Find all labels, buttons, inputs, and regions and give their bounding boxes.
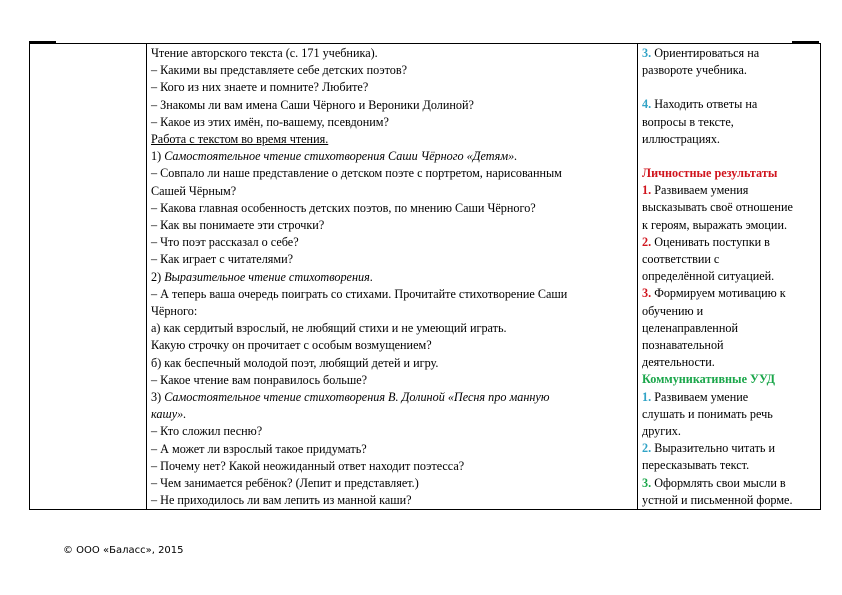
item-text: познавательной bbox=[642, 338, 724, 353]
item-text: устной и письменной форме. bbox=[642, 492, 793, 507]
item-text: вопросы в тексте, bbox=[642, 114, 734, 129]
communicative-heading: Коммуникативные УУД bbox=[642, 372, 776, 387]
regulative-item-3 bbox=[642, 45, 817, 62]
text-line: – Совпало ли наше представление о детском поэте с портретом, нарисованным bbox=[151, 166, 562, 181]
item-text: деятельности. bbox=[642, 355, 715, 370]
item-text: Находить ответы на bbox=[651, 97, 758, 112]
step-1 bbox=[151, 148, 634, 165]
item-number: 4. bbox=[642, 97, 652, 112]
text-line: – Почему нет? Какой неожиданный ответ находит поэтесса? bbox=[151, 458, 465, 473]
text-line: – Чем занимается ребёнок? (Лепит и представляет.) bbox=[151, 476, 419, 491]
table-row bbox=[30, 44, 821, 510]
step-number: 1) bbox=[151, 149, 165, 164]
text-line: – Какова главная особенность детских поэтов, по мнению Саши Чёрного? bbox=[151, 200, 536, 215]
regulative-item-4 bbox=[642, 96, 817, 113]
item-number: 2. bbox=[642, 441, 652, 456]
text-line: – Какое чтение вам понравилось больше? bbox=[151, 372, 368, 387]
item-text: слушать и понимать речь bbox=[642, 406, 773, 421]
item-number: 1. bbox=[642, 183, 652, 198]
step-end: . bbox=[369, 269, 373, 284]
text-line: – Кого из них знаете и помните? Любите? bbox=[151, 80, 369, 95]
step-text: Самостоятельное чтение стихотворения В. Долиной «Песня про манную bbox=[164, 390, 550, 405]
results-cell bbox=[638, 44, 821, 510]
comm-item-1 bbox=[642, 389, 817, 406]
item-text: Формируем мотивацию к bbox=[651, 286, 786, 301]
item-text: Выразительно читать и bbox=[651, 441, 776, 456]
text-line: Сашей Чёрным? bbox=[151, 183, 237, 198]
text-line: Чтение авторского текста (с. 171 учебника). bbox=[151, 46, 378, 60]
text-line: – А может ли взрослый такое придумать? bbox=[151, 441, 367, 456]
item-text: Оценивать поступки в bbox=[651, 234, 770, 249]
comm-item-2 bbox=[642, 440, 817, 457]
item-text: Ориентироваться на bbox=[651, 46, 760, 60]
comm-item-3 bbox=[642, 475, 817, 492]
personal-item-1 bbox=[642, 182, 817, 199]
lesson-table bbox=[29, 43, 821, 510]
spacer bbox=[642, 148, 817, 165]
item-number: 1. bbox=[642, 389, 652, 404]
item-text: развороте учебника. bbox=[642, 63, 747, 78]
item-text: соответствии с bbox=[642, 252, 720, 267]
step-number: 2) bbox=[151, 269, 165, 284]
item-text: Оформлять свои мысли в bbox=[651, 475, 786, 490]
text-line: – Как вы понимаете эти строчки? bbox=[151, 218, 325, 233]
work-heading: Работа с текстом во время чтения. bbox=[151, 132, 329, 147]
text-line: а) как сердитый взрослый, не любящий стихи и не умеющий играть. bbox=[151, 321, 507, 336]
text-line: – Какое из этих имён, по-вашему, псевдоним? bbox=[151, 114, 389, 129]
item-number: 3. bbox=[642, 286, 652, 301]
step-number: 3) bbox=[151, 390, 165, 405]
item-text: Развиваем умение bbox=[651, 389, 749, 404]
personal-item-2 bbox=[642, 234, 817, 251]
text-line: б) как беспечный молодой поэт, любящий детей и игру. bbox=[151, 355, 439, 370]
item-text: Развиваем умения bbox=[651, 183, 749, 198]
text-line: – Как играет с читателями? bbox=[151, 252, 294, 267]
step-2 bbox=[151, 269, 634, 286]
item-text: целенаправленной bbox=[642, 320, 738, 335]
step-text: Выразительное чтение стихотворения bbox=[164, 269, 370, 284]
item-text: других. bbox=[642, 424, 681, 439]
item-text: пересказывать текст. bbox=[642, 458, 750, 473]
content-cell bbox=[147, 44, 638, 510]
stage-cell bbox=[30, 44, 147, 510]
text-line: – Не приходилось ли вам лепить из манной каши? bbox=[151, 493, 412, 508]
text-line: Какую строчку он прочитает с особым возмущением? bbox=[151, 338, 432, 353]
item-number: 3. bbox=[642, 46, 652, 60]
personal-item-3 bbox=[642, 285, 817, 302]
item-number: 2. bbox=[642, 234, 652, 249]
text-line: – Что поэт рассказал о себе? bbox=[151, 235, 299, 250]
item-text: к героям, выражать эмоции. bbox=[642, 217, 788, 232]
item-text: иллюстрациях. bbox=[642, 131, 720, 146]
item-text: обучению и bbox=[642, 303, 704, 318]
item-text: высказывать своё отношение bbox=[642, 200, 793, 215]
step-text: Самостоятельное чтение стихотворения Саши Чёрного «Детям». bbox=[164, 149, 518, 164]
text-line: – Знакомы ли вам имена Саши Чёрного и Вероники Долиной? bbox=[151, 97, 474, 112]
text-line: – А теперь ваша очередь поиграть со стихами. Прочитайте стихотворение Саши bbox=[151, 286, 568, 301]
item-text: определённой ситуацией. bbox=[642, 269, 775, 284]
step-text-continued: кашу». bbox=[151, 407, 187, 422]
text-line: – Кто сложил песню? bbox=[151, 424, 263, 439]
item-number: 3. bbox=[642, 475, 652, 490]
step-3 bbox=[151, 389, 634, 406]
personal-results-heading: Личностные результаты bbox=[642, 166, 778, 181]
copyright-footer: © ООО «Баласс», 2015 bbox=[63, 545, 184, 556]
spacer bbox=[642, 79, 817, 96]
text-line: – Какими вы представляете себе детских поэтов? bbox=[151, 63, 408, 78]
text-line: Чёрного: bbox=[151, 304, 198, 319]
